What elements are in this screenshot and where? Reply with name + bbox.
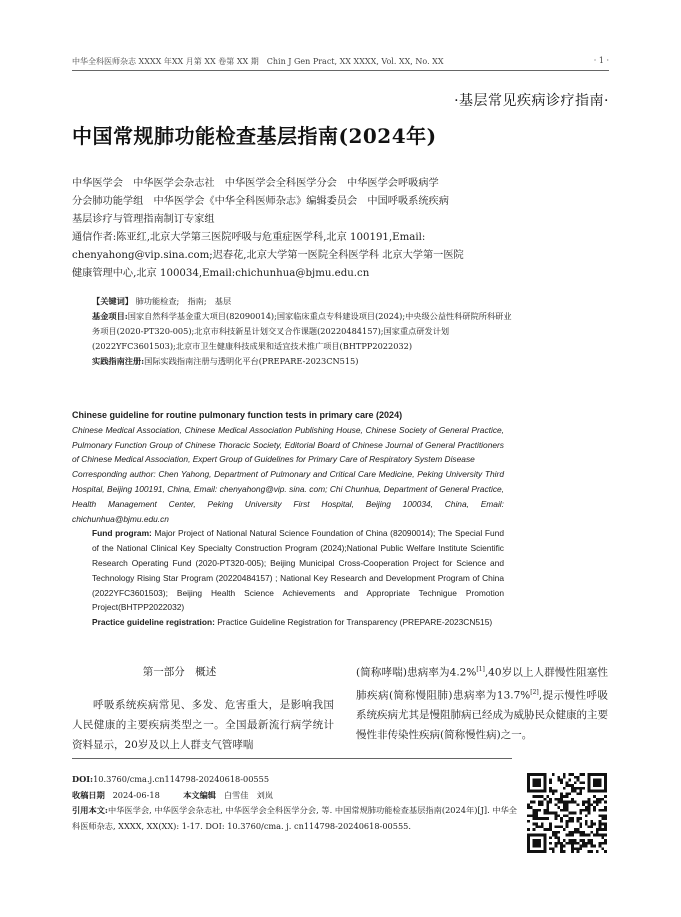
article-title: 中国常规肺功能检查基层指南(2024年) xyxy=(72,124,437,148)
doi-value: 10.3760/cma.j.cn114798-20240618-00555 xyxy=(93,774,270,784)
english-fund xyxy=(72,526,504,615)
body-paragraph-continued xyxy=(356,660,608,745)
english-registration-label: Practice guideline registration: xyxy=(92,617,215,628)
english-abstract-block xyxy=(72,408,504,630)
keywords-label: 【关键词】 xyxy=(92,296,133,306)
registration-cn-text: 国际实践指南注册与透明化平台(PREPARE-2023CN515) xyxy=(144,356,359,366)
received-line xyxy=(72,788,517,804)
page-number: · 1 · xyxy=(593,56,609,65)
registration-cn-label: 实践指南注册: xyxy=(92,356,145,366)
author-line: 中华医学会 中华医学会杂志社 中华医学会全科医学分会 中华医学会呼吸病学 xyxy=(72,178,439,189)
editor-label: 本文编辑 xyxy=(183,789,216,800)
english-title: Chinese guideline for routine pulmonary function tests in primary care (2024) xyxy=(72,410,403,420)
english-registration xyxy=(72,615,504,630)
doi-line xyxy=(72,772,517,788)
section-heading: 第一部分 概述 xyxy=(142,666,217,678)
english-fund-text: Major Project of National Natural Science Foundation of China (82090014); The Special Fund of the National Clinical Key Specialty Construction Program (2024);National Public Welfare Institute Scientific Research Operating Fund (2020-PT320-005); Beijing Municipal Cross-Cooperation Project for Science and Technology Rising Star Program (20220484157) ; National Key Research and Development Program of China (2022YFC3601503); Beijing Health Science Achievements and Appropriate Technigue Promotion Project(BHTPP2022032) xyxy=(92,528,504,613)
reference-marker: [1] xyxy=(476,666,485,673)
keywords-block xyxy=(72,294,512,369)
citation-line xyxy=(72,803,517,834)
journal-citation-header: 中华全科医师杂志 XXXX 年XX 月第 XX 卷第 XX 期 Chin J Gen Pract, XX XXXX, Vol. XX, No. XX xyxy=(72,57,444,66)
received-date: 2024-06-18 xyxy=(112,789,160,800)
qr-code-icon xyxy=(527,773,607,853)
body-right-column xyxy=(356,660,608,745)
english-fund-label: Fund program: xyxy=(92,528,152,539)
correspondence-line: 通信作者:陈亚红,北京大学第三医院呼吸与危重症医学科,北京 100191,Email: xyxy=(72,232,426,243)
citation-label: 引用本文: xyxy=(72,805,108,815)
fund-cn-label: 基金项目: xyxy=(92,311,128,321)
running-header xyxy=(72,56,609,67)
english-corresponding: Corresponding author: Chen Yahong, Department of Pulmonary and Critical Care Medicine, Peking University Third Hospital, Beijing 100191, China, Email: chenyahong@vip. sina. com; Chi Chunhua, Department of General Practice, Health Management Center, Peking University First Hospital, Beijing 100034, China, Email: chichunhua@bjmu.edu.cn xyxy=(72,469,504,524)
article-meta xyxy=(72,772,517,834)
correspondence-line: chenyahong@vip.sina.com;迟春花,北京大学第一医院全科医学科 北京大学第一医院 xyxy=(72,250,464,261)
english-registration-text: Practice Guideline Registration for Transparency (PREPARE-2023CN515) xyxy=(217,617,493,628)
author-line: 基层诊疗与管理指南制订专家组 xyxy=(72,214,215,225)
body-left-column xyxy=(72,695,334,755)
keywords xyxy=(72,294,512,309)
editor-names: 白雪佳 刘岚 xyxy=(223,789,273,800)
correspondence-line: 健康管理中心,北京 100034,Email:chichunhua@bjmu.edu.cn xyxy=(72,268,370,279)
fund-cn xyxy=(72,309,512,354)
doi-label: DOI: xyxy=(72,774,94,784)
body-paragraph: 呼吸系统疾病常见、多发、危害重大，是影响我国人民健康的主要疾病类型之一。全国最新流行病学统计资料显示，20岁及以上人群支气管哮喘 xyxy=(72,699,334,751)
english-authors: Chinese Medical Association, Chinese Medical Association Publishing House, Chinese Society of General Practice, Pulmonary Function Group of Chinese Thoracic Society, Editorial Board of Chinese Journal of General Practitioners of Chinese Medical Association, Expert Group of Guidelines for Primary Care of Respiratory System Disease xyxy=(72,424,504,465)
column-tag: ·基层常见疾病诊疗指南· xyxy=(454,93,609,109)
citation-text: 中华医学会, 中华医学会杂志社, 中华医学会全科医学分会, 等. 中国常规肺功能检查基层指南(2024年)[J]. 中华全科医师杂志, XXXX, XX(XX): 1-17. DOI: 10.3760/cma. j. cn114798-20240618-00555. xyxy=(72,805,517,831)
fund-cn-text: 国家自然科学基金重大项目(82090014);国家临床重点专科建设项目(2024);中央级公益性科研院所科研业务项目(2020-PT320-005);北京市科技新星计划交叉合作课题(20220484157);国家重点研发计划(2022YFC3601503);北京市卫生健康科技成果和适宜技术推广项目(BHTPP2022032) xyxy=(92,311,512,351)
body-text: ,40岁以上人群慢性阻塞性肺疾病(简称慢阻肺)患病率为13.7% xyxy=(356,666,609,701)
reference-marker: [2] xyxy=(530,688,539,696)
header-rule xyxy=(72,70,609,71)
body-text: ,提示慢性呼吸系统疾病尤其是慢阻肺病已经成为威胁民众健康的主要慢性非传染性疾病(简称慢性病)之一。 xyxy=(356,689,608,741)
meta-rule xyxy=(72,758,512,759)
keywords-text: 肺功能检查; 指南; 基层 xyxy=(135,296,232,306)
body-text: (简称哮喘)患病率为4.2% xyxy=(356,666,477,679)
registration-cn xyxy=(72,354,512,369)
received-label: 收稿日期 xyxy=(72,789,105,800)
author-line: 分会肺功能学组 中华医学会《中华全科医师杂志》编辑委员会 中国呼吸系统疾病 xyxy=(72,196,449,207)
author-block xyxy=(72,175,512,283)
